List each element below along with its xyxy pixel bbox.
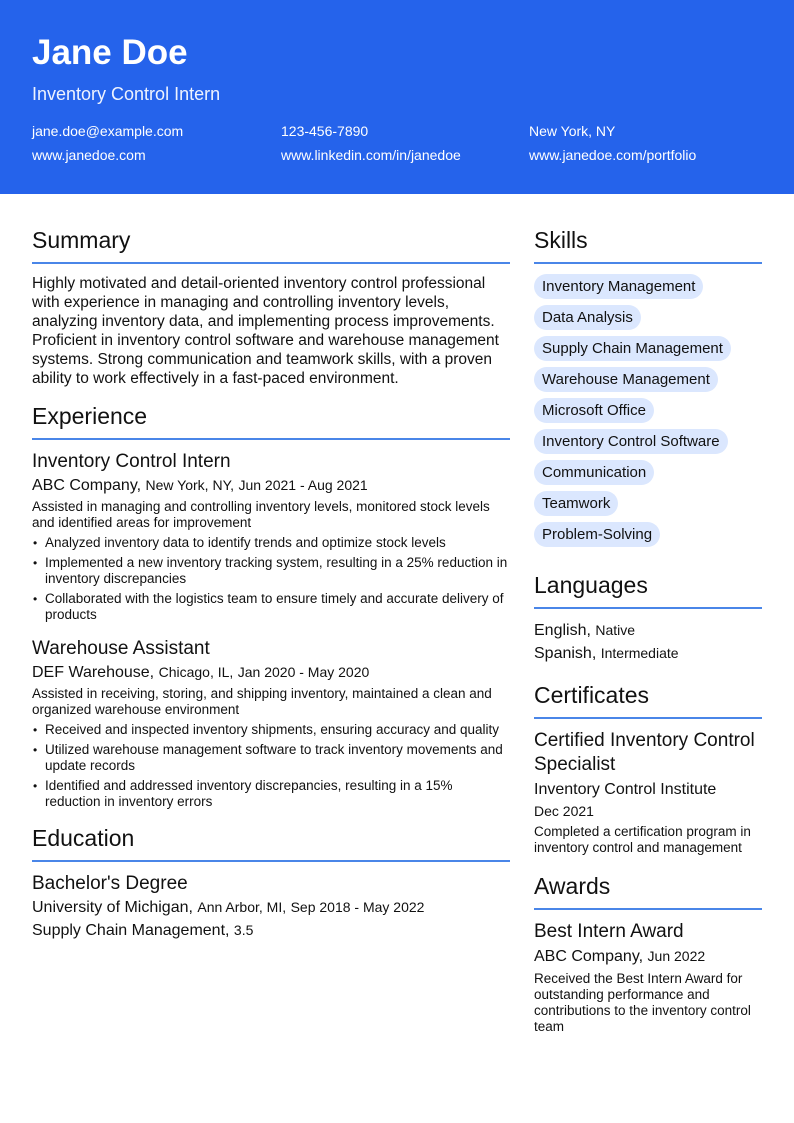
education-field <box>32 919 510 942</box>
certificates-section <box>534 681 762 856</box>
skill-chip: Warehouse Management <box>534 367 718 392</box>
skill-chip: Teamwork <box>534 491 618 516</box>
language-item <box>534 619 762 642</box>
skills-section <box>534 226 762 553</box>
summary-text: Highly motivated and detail-oriented inventory control professional with experience in managing and controlling inventory levels, analyzing inventory data, and implementing process improvements. Proficient in inventory control software and warehouse management systems. Strong communication and teamwork skills, with a proven ability to work effectively in a fast-paced environment. <box>32 275 499 387</box>
job-location: New York, NY, <box>145 477 234 493</box>
job-title: Warehouse Assistant <box>32 638 210 659</box>
location: New York, NY <box>529 123 616 139</box>
certificate-issuer: Inventory Control Institute <box>534 781 717 798</box>
website-link[interactable]: www.janedoe.com <box>32 147 146 163</box>
awards-heading: Awards <box>534 872 762 910</box>
side-column <box>534 226 762 1051</box>
certificate-name: Certified Inventory Control Specialist <box>534 730 755 775</box>
experience-section <box>32 402 510 810</box>
resume-header <box>0 0 794 194</box>
job-location: Chicago, IL, <box>158 664 234 680</box>
portfolio-link[interactable]: www.janedoe.com/portfolio <box>529 147 697 163</box>
skill-chip: Inventory Management <box>534 274 703 299</box>
candidate-role: Inventory Control Intern <box>32 84 221 104</box>
languages-section <box>534 571 762 665</box>
job-dates: Jan 2020 - May 2020 <box>237 664 370 680</box>
bullet-item: • Identified and addressed inventory discrepancies, resulting in a 15% reduction in inventory errors <box>32 778 510 810</box>
bullet-item: • Collaborated with the logistics team to ensure timely and accurate delivery of products <box>32 591 510 623</box>
awards-section <box>534 872 762 1035</box>
award-meta <box>534 946 762 967</box>
experience-heading: Experience <box>32 402 510 440</box>
skills-list <box>534 274 762 553</box>
gpa-value: 3.5 <box>233 922 254 938</box>
language-item <box>534 642 762 665</box>
linkedin-link[interactable]: www.linkedin.com/in/janedoe <box>281 147 461 163</box>
skill-chip: Supply Chain Management <box>534 336 731 361</box>
language-name: Spanish, <box>534 645 597 662</box>
award-description: Received the Best Intern Award for outstanding performance and contributions to the inventory control team <box>534 971 751 1034</box>
job-company: ABC Company, <box>32 477 142 494</box>
summary-section <box>32 226 510 388</box>
certificate-date: Dec 2021 <box>534 803 594 819</box>
candidate-name: Jane Doe <box>32 33 188 72</box>
email-link[interactable]: jane.doe@example.com <box>32 123 184 139</box>
degree-title: Bachelor's Degree <box>32 873 188 894</box>
job-bullets <box>32 535 510 623</box>
bullet-item: • Received and inspected inventory shipments, ensuring accuracy and quality <box>32 722 510 738</box>
job-company: DEF Warehouse, <box>32 664 155 681</box>
skill-chip: Communication <box>534 460 654 485</box>
skill-chip: Problem-Solving <box>534 522 660 547</box>
school-location: Ann Arbor, MI, <box>197 899 287 915</box>
education-section <box>32 824 510 942</box>
summary-heading: Summary <box>32 226 510 264</box>
job-dates: Jun 2021 - Aug 2021 <box>238 477 368 493</box>
job-description: Assisted in receiving, storing, and shipping inventory, maintained a clean and organized warehouse environment <box>32 686 492 717</box>
job-bullets <box>32 722 510 810</box>
skills-heading: Skills <box>534 226 762 264</box>
job-meta <box>32 662 510 683</box>
field-of-study: Supply Chain Management, <box>32 922 230 939</box>
bullet-item: • Analyzed inventory data to identify trends and optimize stock levels <box>32 535 510 551</box>
school-name: University of Michigan, <box>32 899 193 916</box>
skill-chip: Inventory Control Software <box>534 429 728 454</box>
job-entry <box>32 450 510 623</box>
languages-heading: Languages <box>534 571 762 609</box>
award-issuer: ABC Company, <box>534 948 644 965</box>
main-column <box>32 226 510 942</box>
education-heading: Education <box>32 824 510 862</box>
award-date: Jun 2022 <box>647 948 706 964</box>
language-name: English, <box>534 622 591 639</box>
job-description: Assisted in managing and controlling inventory levels, monitored stock levels and identified areas for improvement <box>32 499 490 530</box>
skill-chip: Microsoft Office <box>534 398 654 423</box>
job-entry <box>32 637 510 810</box>
certificate-description: Completed a certification program in inventory control and management <box>534 824 751 855</box>
certificates-heading: Certificates <box>534 681 762 719</box>
education-meta <box>32 896 510 919</box>
language-level: Native <box>595 622 636 638</box>
skill-chip: Data Analysis <box>534 305 641 330</box>
phone-number: 123-456-7890 <box>281 123 369 139</box>
education-dates: Sep 2018 - May 2022 <box>290 899 425 915</box>
job-meta <box>32 475 510 496</box>
bullet-item: • Utilized warehouse management software to track inventory movements and update records <box>32 742 510 774</box>
job-title: Inventory Control Intern <box>32 451 231 472</box>
bullet-item: • Implemented a new inventory tracking system, resulting in a 25% reduction in inventory discrepancies <box>32 555 510 587</box>
language-level: Intermediate <box>600 645 679 661</box>
award-name: Best Intern Award <box>534 921 684 942</box>
